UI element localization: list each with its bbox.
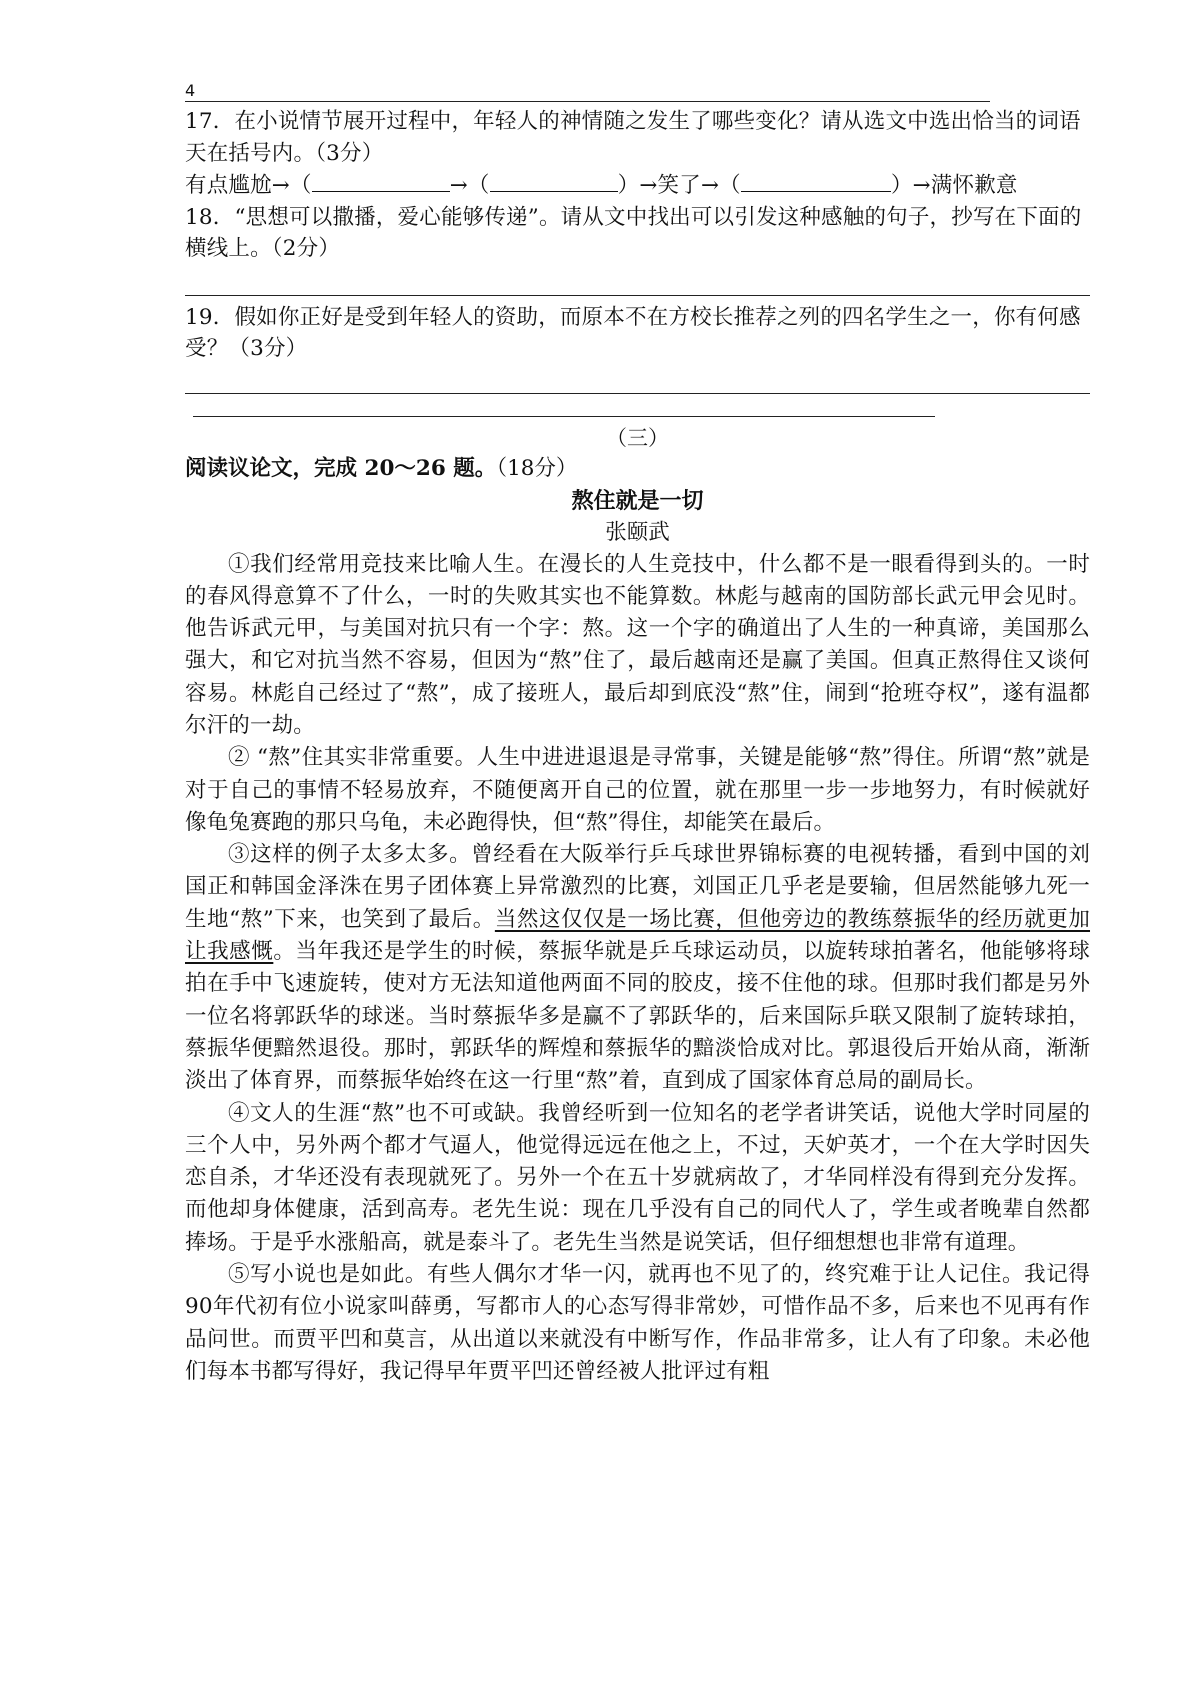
chain-end: ）→满怀歉意 xyxy=(890,173,1018,198)
essay-paragraph-5: ⑤写小说也是如此。有些人偶尔才华一闪，就再也不见了的，终究难于让人记住。我记得90年代初有位小说家叫薛勇，写都市人的心态写得非常妙，可惜作品不多，后来也不见再有作品问世。而贾平凹和莫言，从出道以来就没有中断写作，作品非常多，让人有了印象。未必他们每本书都写得好，我记得早年贾平凹还曾经被人批评过有粗 xyxy=(185,1262,1090,1384)
p3-before: ③这样的例子太多太多。曾经看在大阪举行乒乓球世界锦标赛的电视转播，看到中国的刘国正和韩国金泽洙在男子团体赛上异常激烈的比赛，刘国正几乎老是要输，但居然能够九死一生地“熬”下来，也笑到了最后。 xyxy=(185,842,1090,932)
question-17-chain xyxy=(185,169,1090,202)
page-number: 4 xyxy=(185,81,196,100)
p3-underlined-sentence: 当然这仅仅是一场比赛，但他旁边的教练蔡振华的经历就更加让我感慨 xyxy=(185,906,1091,965)
essay-paragraph-1: ①我们经常用竞技来比喻人生。在漫长的人生竞技中，什么都不是一眼看得到头的。一时的春风得意算不了什么，一时的失败其实也不能算数。林彪与越南的国防部长武元甲会见时。他告诉武元甲，与美国对抗只有一个字：熬。这一个字的确道出了人生的一种真谛，美国那么强大，和它对抗当然不容易，但因为“熬”住了，最后越南还是赢了美国。但真正熬得住又谈何容易。林彪自己经过了“熬”，成了接班人，最后却到底没“熬”住，闹到“抢班夺权”，遂有温都尔汗的一劫。 xyxy=(185,551,1090,738)
question-19-prompt: 19．假如你正好是受到年轻人的资助，而原本不在方校长推荐之列的四名学生之一，你有何感受？（3分） xyxy=(185,304,1081,361)
essay-paragraph-3 xyxy=(185,839,1090,1097)
essay-author: 张颐武 xyxy=(605,519,670,545)
question-18-prompt: 18．“思想可以撒播，爱心能够传递”。请从文中找出可以引发这种感触的句子，抄写在下面的横线上。（2分） xyxy=(185,204,1082,261)
answer-line-19b[interactable] xyxy=(193,416,935,417)
section-instruction xyxy=(185,453,1090,485)
blank-1[interactable] xyxy=(312,169,450,192)
section-label: （三） xyxy=(606,425,669,450)
chain-arrow-1: →（ xyxy=(449,173,490,198)
chain-arrow-2: ）→笑了→（ xyxy=(617,173,741,198)
instruction-score: （18分） xyxy=(496,455,578,481)
exam-page xyxy=(185,82,1090,1388)
header-rule xyxy=(185,101,990,102)
essay-title: 熬住就是一切 xyxy=(571,487,704,514)
blank-3[interactable] xyxy=(741,169,891,192)
essay-paragraph-4: ④文人的生涯“熬”也不可或缺。我曾经听到一位知名的老学者讲笑话，说他大学时同屋的三个人中，另外两个都才气逼人，他觉得远远在他之上，不过，天妒英才，一个在大学时因失恋自杀，才华还没有表现就死了。另外一个在五十岁就病故了，才华同样没有得到充分发挥。而他却身体健康，活到高寿。老先生说：现在几乎没有自己的同代人了，学生或者晚辈自然都捧场。于是乎水涨船高，就是泰斗了。老先生当然是说笑话，但仔细想想也非常有道理。 xyxy=(185,1100,1090,1255)
essay-paragraph-2: ② “熬”住其实非常重要。人生中进进退退是寻常事，关键是能够“熬”得住。所谓“熬”就是对于自己的事情不轻易放弃，不随便离开自己的位置，就在那里一步一步地努力，有时候就好像龟兔赛跑的那只乌龟，未必跑得快，但“熬”得住，却能笑在最后。 xyxy=(185,745,1090,835)
question-17-prompt: 17．在小说情节展开过程中，年轻人的神情随之发生了哪些变化？请从选文中选出恰当的词语天在括号内。（3分） xyxy=(185,109,1081,166)
blank-2[interactable] xyxy=(490,169,618,192)
chain-start: 有点尴尬→（ xyxy=(185,173,312,198)
instruction-text: 阅读议论文，完成 20～26 题。 xyxy=(185,455,497,481)
answer-line-18[interactable] xyxy=(185,295,1090,296)
p3-after: 。当年我还是学生的时候，蔡振华就是乒乓球运动员，以旋转球拍著名，他能够将球拍在手中飞速旋转，使对方无法知道他两面不同的胶皮，接不住他的球。但那时我们都是另外一位名将郭跃华的球迷。当时蔡振华多是赢不了郭跃华的，后来国际乒联又限制了旋转球拍，蔡振华便黯然退役。那时，郭跃华的辉煌和蔡振华的黯淡恰成对比。郭退役后开始从商，渐渐淡出了体育界，而蔡振华始终在这一行里“熬”着，直到成了国家体育总局的副局长。 xyxy=(185,939,1090,1094)
